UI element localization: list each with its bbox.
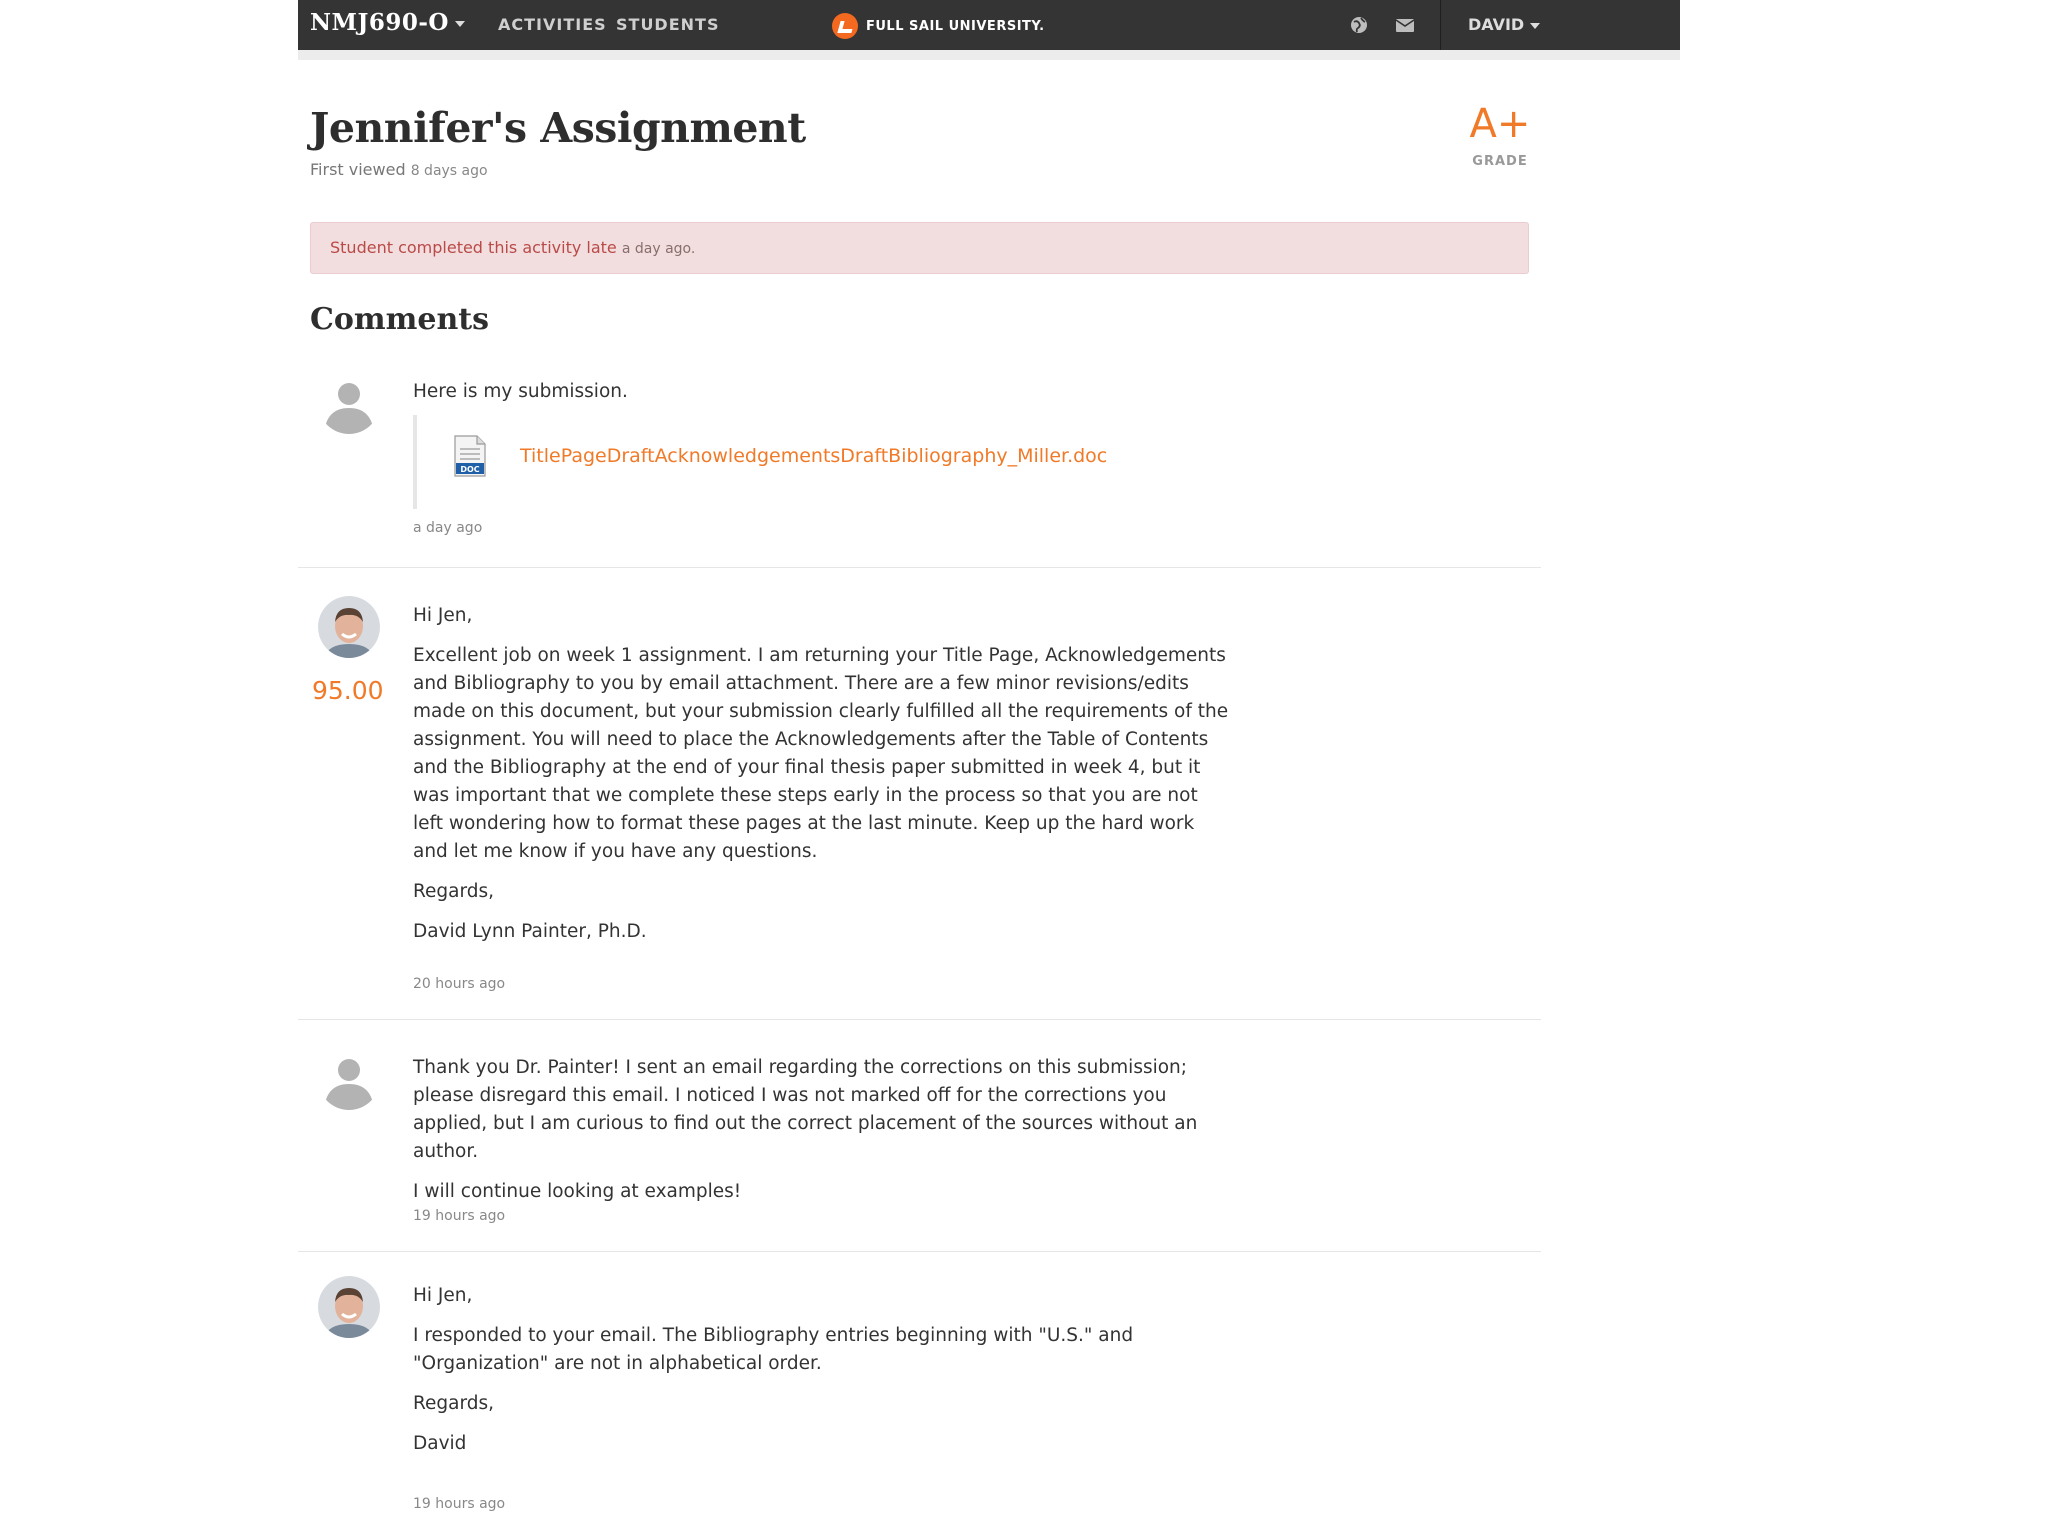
instructor-avatar xyxy=(318,596,380,658)
comments-heading: Comments xyxy=(310,302,490,337)
chevron-down-icon xyxy=(455,21,465,27)
comment-time: a day ago xyxy=(413,520,483,536)
first-viewed xyxy=(310,160,488,179)
comment-paragraph: David Lynn Painter, Ph.D. xyxy=(413,921,647,942)
grade-label: GRADE xyxy=(1472,154,1528,169)
first-viewed-label: First viewed xyxy=(310,160,406,179)
comment-paragraph: I will continue looking at examples! xyxy=(413,1181,742,1202)
user-menu[interactable] xyxy=(1468,15,1540,34)
late-alert-time: a day ago. xyxy=(621,241,696,257)
late-alert-text: Student completed this activity late xyxy=(330,238,617,257)
attachment xyxy=(413,415,1217,509)
comment-paragraph: David xyxy=(413,1433,467,1454)
first-viewed-ago: 8 days ago xyxy=(410,163,488,179)
comment-body xyxy=(413,602,1229,958)
comment-paragraph: Regards, xyxy=(413,881,495,902)
user-silhouette-icon xyxy=(318,1048,380,1110)
comment-item xyxy=(298,1020,1541,1252)
course-dropdown[interactable] xyxy=(310,9,465,36)
comment-paragraph: Here is my submission. xyxy=(413,381,628,402)
doc-file-icon[interactable] xyxy=(453,435,487,477)
late-alert xyxy=(310,222,1529,274)
envelope-icon[interactable] xyxy=(1394,14,1416,36)
grade-value: A+ xyxy=(1469,101,1531,147)
comment-paragraph: Excellent job on week 1 assignment. I am returning your Title Page, Acknowledgements and Bibliography to you by email attachment. There are a few minor revisions/edits made on this document, but your submission clearly fulfilled all the requirements of the assignment. You will need to place the Acknowledgements after the Table of Contents and the Bibliography at the end of your final thesis paper submitted in week 4, but it was important that we complete these steps early in the process so that you are not left wondering how to format these pages at the last minute. Keep up the hard work and let me know if you have any questions. xyxy=(413,645,1229,862)
nav-activities[interactable]: ACTIVITIES xyxy=(498,15,607,34)
comment-item xyxy=(298,1252,1541,1536)
nav-divider xyxy=(1440,0,1441,50)
comment-paragraph: Hi Jen, xyxy=(413,1285,473,1306)
comment-time: 19 hours ago xyxy=(413,1496,506,1512)
comment-item xyxy=(298,362,1541,568)
comment-body xyxy=(413,1054,1229,1218)
comment-score: 95.00 xyxy=(312,676,384,705)
user-silhouette-icon xyxy=(318,372,380,434)
user-name: DAVID xyxy=(1468,15,1525,34)
comment-paragraph: Regards, xyxy=(413,1393,495,1414)
globe-icon[interactable] xyxy=(1348,14,1370,36)
logo-mark-icon xyxy=(832,13,858,39)
course-code: NMJ690-O xyxy=(310,9,449,36)
attachment-link[interactable]: TitlePageDraftAcknowledgementsDraftBibliography_Miller.doc xyxy=(520,445,1108,467)
grade-box xyxy=(1460,101,1540,169)
comment-paragraph: I responded to your email. The Bibliography entries beginning with "U.S." and "Organization" are not in alphabetical order. xyxy=(413,1325,1134,1374)
university-logo[interactable] xyxy=(832,13,1045,39)
logo-text: FULL SAIL UNIVERSITY. xyxy=(866,18,1045,34)
comment-paragraph: Hi Jen, xyxy=(413,605,473,626)
comment-body xyxy=(413,378,1229,418)
page-title: Jennifer's Assignment xyxy=(310,104,806,152)
comment-item xyxy=(298,568,1541,1020)
top-navbar xyxy=(298,0,1680,50)
nav-students[interactable]: STUDENTS xyxy=(616,15,720,34)
comment-time: 20 hours ago xyxy=(413,976,506,992)
comment-body xyxy=(413,1282,1229,1470)
chevron-down-icon xyxy=(1530,23,1540,29)
comment-time: 19 hours ago xyxy=(413,1208,506,1224)
svg-text:DOC: DOC xyxy=(460,465,480,474)
instructor-avatar xyxy=(318,1276,380,1338)
comment-paragraph: Thank you Dr. Painter! I sent an email regarding the corrections on this submission; please disregard this email. I noticed I was not marked off for the corrections you applied, but I am curious to find out the correct placement of the sources without an author. xyxy=(413,1057,1198,1162)
